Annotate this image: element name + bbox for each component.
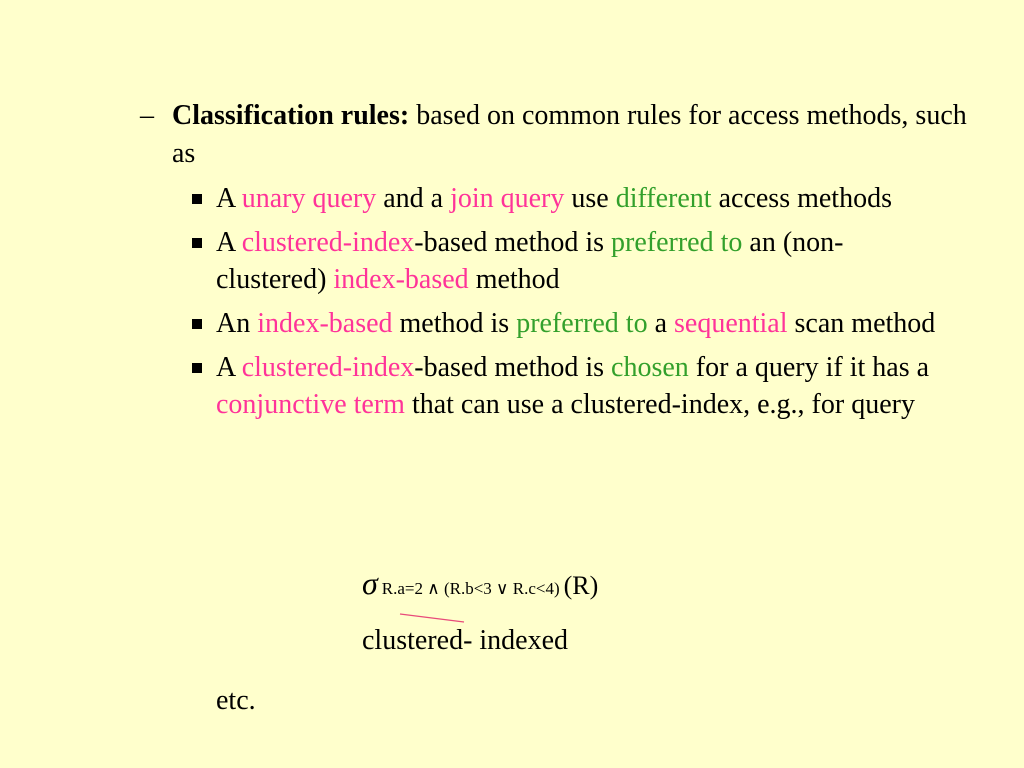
highlighted-term: index-based	[333, 264, 469, 295]
bullet-text: method	[468, 264, 560, 295]
heading-dash: –	[140, 100, 154, 131]
bullet-text: and a	[376, 183, 451, 214]
bullet-square-icon	[192, 319, 202, 329]
sigma-symbol: σ	[362, 565, 378, 601]
bullet-text: that can use a clustered-index, e.g., for query	[404, 389, 915, 420]
bullet-list	[192, 180, 952, 430]
highlighted-term: join query	[450, 183, 565, 214]
formula-argument: (R)	[563, 571, 599, 600]
bullet-item	[192, 180, 952, 217]
heading-text: based on common rules for access methods, such as	[172, 100, 967, 169]
highlighted-term: clustered-index	[241, 227, 415, 258]
bullet-text: method is	[392, 308, 517, 339]
bullet-text: -based method is	[414, 227, 612, 258]
highlighted-term: conjunctive term	[216, 389, 405, 420]
clustered-indexed-label: clustered- indexed	[362, 625, 569, 656]
bullet-text: A	[216, 227, 242, 258]
bullet-text: access methods	[711, 183, 892, 214]
highlighted-term: preferred to	[611, 227, 743, 258]
bullet-square-icon	[192, 363, 202, 373]
bullet-square-icon	[192, 194, 202, 204]
bullet-item	[192, 305, 952, 342]
highlighted-term: preferred to	[516, 308, 648, 339]
highlighted-term: unary query	[241, 183, 377, 214]
bullet-text: -based method is	[414, 352, 612, 383]
bullet-text: an (non-clustered)	[216, 227, 844, 295]
highlighted-term: chosen	[611, 352, 689, 383]
formula-subscript: R.a=2 ∧ (R.b<3 ∨ R.c<4)	[381, 579, 560, 598]
highlighted-term: clustered-index	[241, 352, 415, 383]
bullet-text: A	[216, 352, 242, 383]
bullet-text: a	[647, 308, 674, 339]
bullet-square-icon	[192, 238, 202, 248]
bullet-item	[192, 224, 952, 298]
bullet-text: An	[216, 308, 258, 339]
highlighted-term: sequential	[674, 308, 788, 339]
heading-paragraph	[172, 97, 972, 173]
etc-text: etc.	[216, 685, 256, 716]
highlighted-term: index-based	[257, 308, 393, 339]
selection-formula	[362, 565, 598, 602]
bullet-item	[192, 349, 952, 423]
bullet-text: A	[216, 183, 242, 214]
bullet-text: use	[564, 183, 616, 214]
highlighted-term: different	[615, 183, 712, 214]
bullet-text: for a query if it has a	[688, 352, 930, 383]
heading-label: Classification rules:	[172, 100, 410, 131]
bullet-text: scan method	[787, 308, 936, 339]
